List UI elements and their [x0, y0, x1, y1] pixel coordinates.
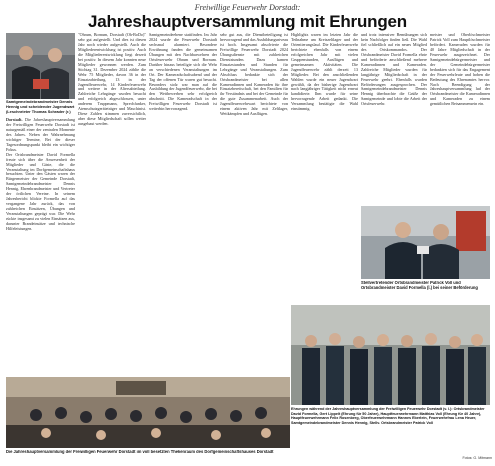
article-kicker: Freiwillige Feuerwehr Dorstadt: [194, 3, 301, 12]
caption-honorees-group: Ehrungen während der Jahreshauptversammlung der Freiwilligen Feuerwehr Dorstadt (v. l.): Ortsbrandmeister David Formella, Gert Lippelt (Ehrung für 50 Jahre), Hauptfeuerwehrmann Matthias Voll (Ehrung für 40 Jahre), Hauptfeuerwehrmann Felix Rosenberg, Oberfeuerwehrmann Hannes Eberlein, Feuerwehrfrau Lena Heuer, Samtgemeindebrandmeister Dennis Hennig, Stellv. Ortsbrandmeister Patrick Voll [291, 407, 485, 425]
caption-portrait: Samtgemeindebrandmeister Dennis Hennig und scheidender Jugendwart (Leschnrieter Thomas Schrader (r.) [6, 100, 75, 114]
column-3-text: Samtgemeindeebene stattfinden. Im Jahr 2024 wurde die Feuerwehr Dorstadt sechsmal alarmiert. Besondere Erwähnung fanden die gemeinsamen Übungen mit den Nachbarwehren der Ortsfeuerwehr Ohrum und Bornum. Darüber hinaus beteiligte sich die Wehr an verschiedenen Veranstaltungen im Ort. Der Kameradschaftsabend und der Tag der offenen Tür waren gut besucht. Besonders stolz war man auf die Ausbildung der Jugendfeuerwehr, die bei den Wettbewerben sehr erfolgreich abschnitt. Die Kameradschaft in der Freiwilligen Feuerwehr Dorstadt ist weiterhin hervorragend. [149, 33, 217, 112]
caption-meeting-room: Die Jahreshauptversammlung der Freiwilligen Feuerwehr Dorstadt im voll besetzten Thekenraum des Dorfgemeinschaftshauses Dorstadt [6, 450, 274, 454]
column-1-body: Der Ortsbrandmeister David Formella freute sich über die Anwesenheit der Mitglieder und Gäste, die die Veranstaltung im Dorfgemeinschaftshaus besuchten. Unter den Gästen waren der Bürgermeister der Gemeinde Dorstadt, Samtgemeindebrandmeister Dennis Hennig, Ehrenbrandmeister und Vertreter der örtlichen Vereine. In seinem Jahresbericht blickte Formella auf das vergangene Jahr zurück, das von zahlreichen Einsätzen, Übungen und Veranstaltungen geprägt war. Die Wehr rückte insgesamt zu vielen Einsätzen aus, darunter Brandeinsätze und technische Hilfeleistungen. [6, 151, 75, 231]
photo-promotion [361, 206, 490, 279]
photo-meeting-room [6, 377, 290, 448]
column-2-text: "Ohrum, Bornum, Dorstadt (Oh-BoDo)" sehr gut aufgestellt. Und dies ist diesen Jahr noch wieder aufgestellt. Auch die Mitgliederentwicklung ist positiv. Auch die Mitgliederentwicklung liegt derzeit bei positiv. In diesem Jahr konnten neue Mitglieder gewonnen werden. Zum Stichtag 31. Dezember 2024 zählte die Wehr 75 Mitglieder, davon 36 in der Einsatzabteilung, 13 in der Jugendfeuerwehr, 14 Kinderfeuerwehr und weitere in der Altersabteilung. Zahlreiche Lehrgänge wurden besucht und erfolgreich abgeschlossen, unter anderem Truppmann, Sprechfunker, Atemschutzgeräteträger und Maschinist. Diese Zahlen stimmen zuversichtlich, aber diese Mitgliedschaft sollen weiter ausgebaut werden. [78, 33, 146, 127]
column-6-text: und trotz intensiver Bemühungen sich kein Nachfolger finden ließ. Die Wahl fiel schließlich auf ein neues Mitglied des Ortskommandos. Der Ortsbrandmeister David Formella ehrte und beförderte anschließend mehrere Kameradinnen und Kameraden. Zahlreiche Mitglieder wurden für langjährige Mitgliedschaft in der Feuerwehr geehrt. Ebenfalls wurden Beförderungen ausgesprochen. Der Samtgemeindebrandmeister Dennis Hennig überbrachte die Grüße der Samtgemeinde und lobte die Arbeit der Ortsfeuerwehr. [361, 33, 427, 107]
lead-paragraph: Die Jahreshauptversammlung der Freiwilligen Feuerwehr Dorstadt ist naturgemäß einer der zentralen Momente des Jahres. Neben der Wahrnehmung wichtiger Termine, Bei der dieser Tagesordnungspunkt bleibt ein wichtiger Fokus. [6, 118, 75, 152]
column-4-text: sehr gut aus, die Dienstbeteiligung ist hervorragend und das Ausbildungsniveau ist hoch. Insgesamt absolvierte die Freiwillige Feuerwehr Dorstadt 2024 Übungsdienste mit zahlreichen Dienststunden. Dazu kamen Einsatzstunden und Stunden für Lehrgänge und Veranstaltungen. Zum Abschluss bedankte sich der Ortsbrandmeister bei allen Kameradinnen und Kameraden für ihre Einsatzbereitschaft, bei den Familien für ihr Verständnis und bei der Gemeinde für die gute Zusammenarbeit. Auch der Jugendfeuerwehrwart berichtete von einem aktiven Jahr mit Zeltlager, Wettkämpfen und Ausflügen. [220, 33, 288, 117]
photo-honorees-group [291, 305, 490, 405]
lead-dateline: Dorstadt. [6, 118, 23, 122]
photo-portrait-two-men [6, 33, 75, 99]
caption-promotion: Stellvertretender Ortsbrandmeister Patrick Voll und Ortsbrandmeister David Formella (l.) bei seiner Beförderung [361, 281, 478, 290]
column-1-text [6, 118, 75, 374]
photo-credit: Fotos: G. Mitmann [462, 456, 492, 460]
article-headline: Jahreshauptversammlung mit Ehrungen [88, 12, 407, 31]
column-7-text: meister und Oberlöschmeister Patrick Voll zum Hauptlöschmeister befördert. Kameraden wurden für 40 Jahre Mitgliedschaft in der Feuerwehr ausgezeichnet. Der Samtgemeindebürgermeister und der Gemeindebürgermeister bedankten sich für das Engagement der Feuerwehrleute und hoben die Bedeutung des Ehrenamtes hervor. Nach Beendigung der Jahreshauptversammlung lud der Ortsbrandmeister die Kameradinnen und Kameraden zu einem gemütlichen Beisammensein ein. [430, 33, 490, 107]
column-5-text: Highlights waren im letzten Jahr die Teilnahme am Kreiszeltlager und der Orientierungslauf. Die Kinderfeuerwehr berichtete ebenfalls von einem erfolgreichen Jahr mit vielen Gruppenstunden, Ausflügen und gemeinsamen Aktivitäten. Die Jugendfeuerwehr zählt derzeit 13 Mitglieder. Bei den anschließenden Wahlen wurde ein neuer Jugendwart gewählt, da der bisherige Jugendwart nach langjähriger Tätigkeit nicht erneut kandidierte. Ihm wurde für seine hervorragende Arbeit gedankt. Die Versammlung bestätigte die Wahl einstimmig. [291, 33, 358, 112]
